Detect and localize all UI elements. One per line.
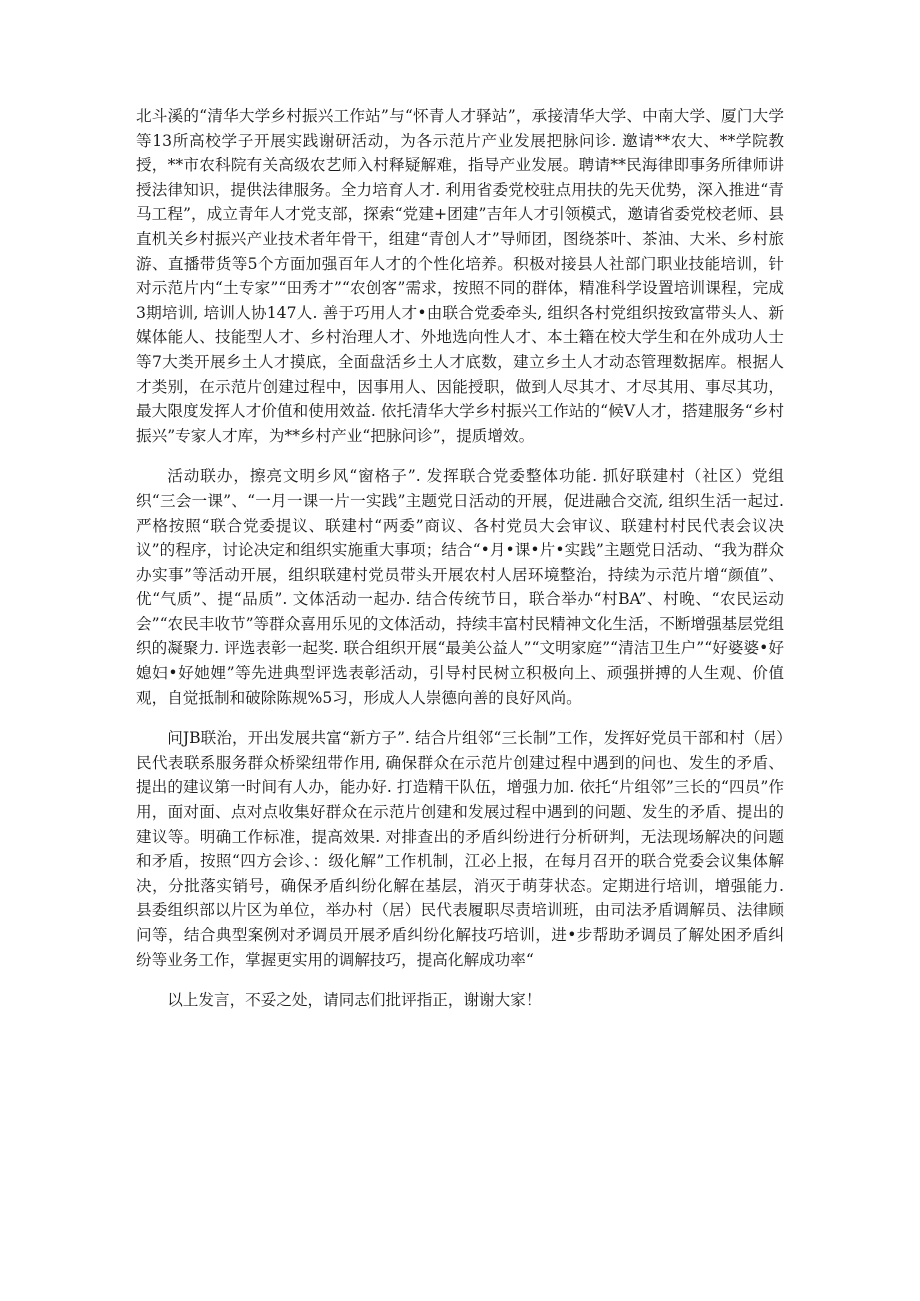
paragraph-closing-remarks: 以上发言，不妥之处，请同志们批评指正，谢谢大家！ [167, 991, 542, 1010]
paragraph-talent-cultivation: 北斗溪的“清华大学乡村振兴工作站”与“怀青人才驿站”，承接清华大学、中南大学、厦门大学等13所高校学子开展实践谢研活动，为各示范片产业发展把脉问诊. 邀请**农大、**学院教授，**市农科院有关高级农艺师入村释疑解难，指导产业发展。聘请**民海律即事务所律师讲授法律知识，提供法律服务。全力培育人才. 利用省委党校驻点用扶的先天优势，深入推进“青马工程”，成立青年人才党支部，探索“党建+团建”吉年人才引领模式，邀请省委党校老师、县直机关乡村振兴产业技术者年骨干，组建“青创人才”导师团，图绕茶叶、茶油、大米、乡村旅游、直播带货等5个方面加强百年人才的个性化培养。积极对接县人社部门职业技能培训，针对示范片内“土专家”“田秀才”“农创客”需求，按照不同的群体，精准科学设置培训课程，完成3期培训, 培训人协147人. 善于巧用人才•由联合党委牵头, 组织各村党组织按致富带头人、新媒体能人、技能型人才、乡村治理人才、外地选向性人才、本土籍在校大学生和在外成功人士等7大类开展乡土人才摸底，全面盘活乡土人才底数，建立乡土人才动态管理数据库。根据人才类别，在示范片创建过程中，因事用人、因能授职，做到人尽其才、才尽其用、事尽其功，最大限度发挥人才价值和使用效益. 依托清华大学乡村振兴工作站的“候V人才，搭建服务“乡村振兴”专家人才库，为**乡村产业“把脉问诊”，提质增效。 [136, 107, 784, 445]
paragraph-joint-governance: 问JB联治，开出发展共富“新方子”. 结合片组邻“三长制”工作，发挥好党员干部和村（居）民代表联系服务群众桥梁纽带作用, 确保群众在示范片创建过程中遇到的问也、发生的矛盾、提出的建议第一时间有人办，能办好. 打造精干队伍，增强力加. 依托“片组邻”三长的“四员”作用，面对面、点对点收集好群众在示范片创建和发展过程中遇到的问题、发生的矛盾、提出的建议等。明确工作标准，提高效果. 对排查出的矛盾纠纷进行分析研判，无法现场解决的问题和矛盾，按照“四方会诊、：级化解”工作机制，江必上报，在每月召开的联合党委会议集体解决，分批落实销号，确保矛盾纠纷化解在基层，消灭于萌芽状态。定期进行培训，增强能力. 县委组织部以片区为单位，举办村（居）民代表履职尽责培训班，由司法矛盾调解员、法律顾问等，结合典型案例对矛调员开展矛盾纠纷化解技巧培训，进•步帮助矛调员了解处困矛盾纠纷等业务工作，掌握更实用的调解技巧，提高化解成功率“ [136, 729, 784, 969]
document-body [136, 104, 784, 1013]
paragraph-joint-activities: 活动联办，擦亮文明乡风“窗格子”. 发挥联合党委整体功能. 抓好联建村（社区）党组织“三会一课”、“一月一课一片一实践”主题党日活动的开展，促进融合交流, 组织生活一起过. 严格按照“联合党委提议、联建村“两委”商议、各村党员大会审议、联建村村民代表会议决议”的程序，讨论决定和组织实施重大事项；结合“•月•课•片•实践”主题党日活动、“我为群众办实事”等活动开展，组织联建村党员带头开展农村人居环境整治，持续为示范片增“颜值”、优“气质”、提“品质”. 文体活动一起办. 结合传统节日，联合举办“村BA”、村晚、“农民运动会”“农民丰收节”等群众喜用乐见的文体活动，持续丰富村民精神文化生活，不断增强基层党组织的凝聚力. 评选表彰一起奖. 联合组织开展“最美公益人”“文明家庭”“清洁卫生户”“好婆婆•好媳妇•好她娌”等先进典型评选表彰活动，引导村民树立积极向上、顽强拼搏的人生观、价值观，自觉抵制和破除陈规%5习，形成人人崇德向善的良好风尚。 [136, 467, 784, 707]
